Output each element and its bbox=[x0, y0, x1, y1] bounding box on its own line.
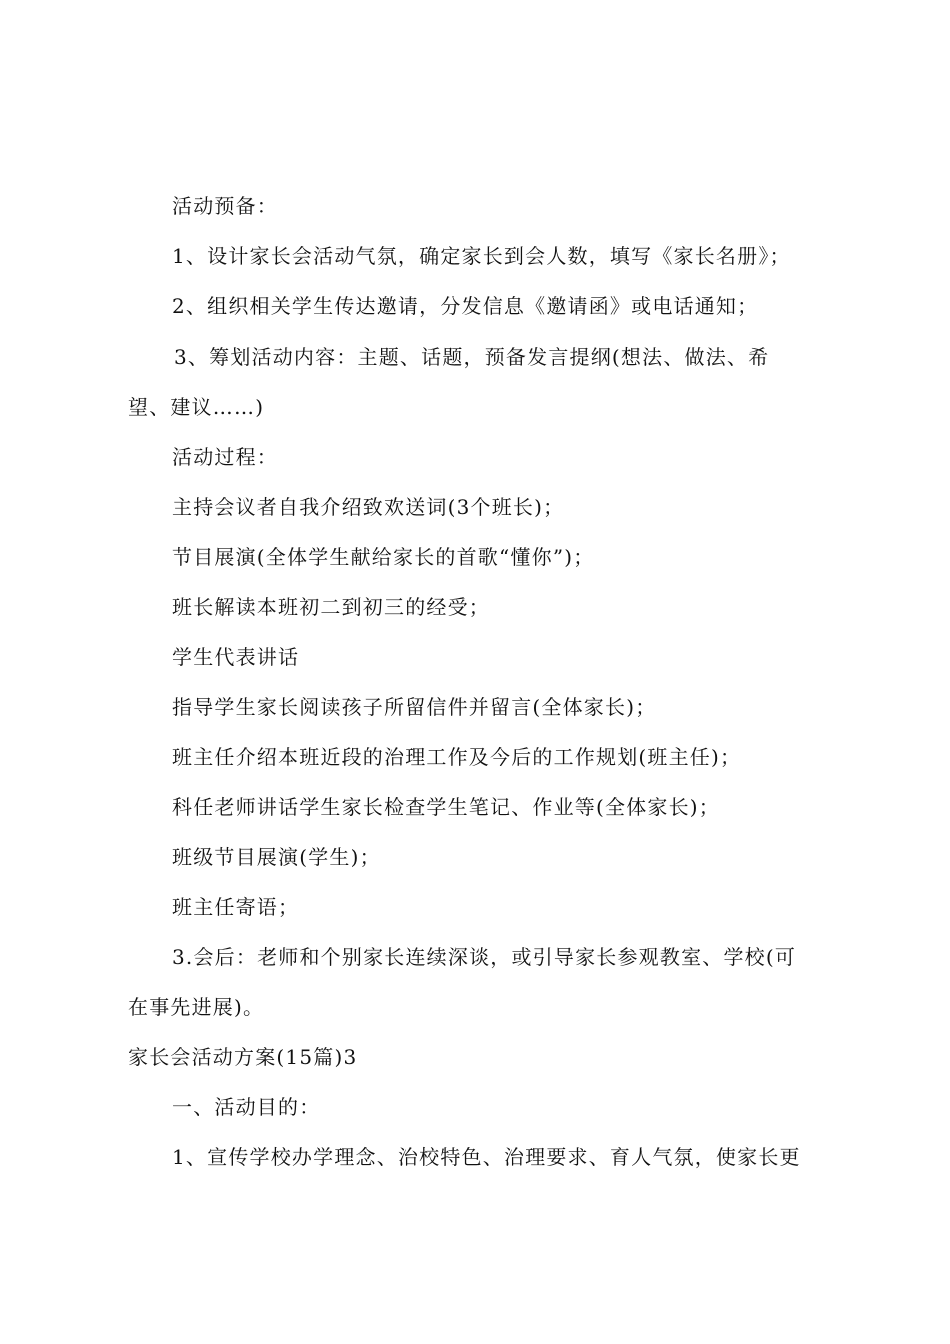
paragraph-line-continued: 望、建议……) bbox=[128, 395, 265, 419]
paragraph-line: 1、设计家长会活动气氛，确定家长到会人数，填写《家长名册》； bbox=[172, 244, 791, 268]
paragraph-line: 2、组织相关学生传达邀请，分发信息《邀请函》或电话通知； bbox=[172, 294, 759, 318]
section-heading-preparation: 活动预备： bbox=[172, 194, 278, 218]
paragraph-line: 3.会后：老师和个别家长连续深谈，或引导家长参观教室、学校(可 bbox=[172, 945, 797, 969]
paragraph-line: 1、宣传学校办学理念、治校特色、治理要求、育人气氛，使家长更 bbox=[172, 1145, 801, 1169]
paragraph-line: 主持会议者自我介绍致欢送词(3个班长)； bbox=[172, 495, 565, 519]
document-section-title: 家长会活动方案(15篇)3 bbox=[128, 1045, 358, 1069]
paragraph-line: 班主任介绍本班近段的治理工作及今后的工作规划(班主任)； bbox=[172, 745, 742, 769]
section-heading-process: 活动过程： bbox=[172, 445, 278, 469]
paragraph-line-continued: 在事先进展)。 bbox=[128, 995, 265, 1019]
paragraph-line: 节目展演(全体学生献给家长的首歌“懂你”)； bbox=[172, 545, 595, 569]
paragraph-line: 3、筹划活动内容：主题、话题，预备发言提纲(想法、做法、希 bbox=[174, 345, 770, 369]
paragraph-line: 学生代表讲话 bbox=[172, 645, 300, 669]
paragraph-line: 班级节目展演(学生)； bbox=[172, 845, 381, 869]
paragraph-line: 指导学生家长阅读孩子所留信件并留言(全体家长)； bbox=[172, 695, 657, 719]
paragraph-line: 班长解读本班初二到初三的经受； bbox=[172, 595, 490, 619]
paragraph-line: 班主任寄语； bbox=[172, 895, 300, 919]
section-heading-purpose: 一、活动目的： bbox=[172, 1095, 321, 1119]
paragraph-line: 科任老师讲话学生家长检查学生笔记、作业等(全体家长)； bbox=[172, 795, 721, 819]
